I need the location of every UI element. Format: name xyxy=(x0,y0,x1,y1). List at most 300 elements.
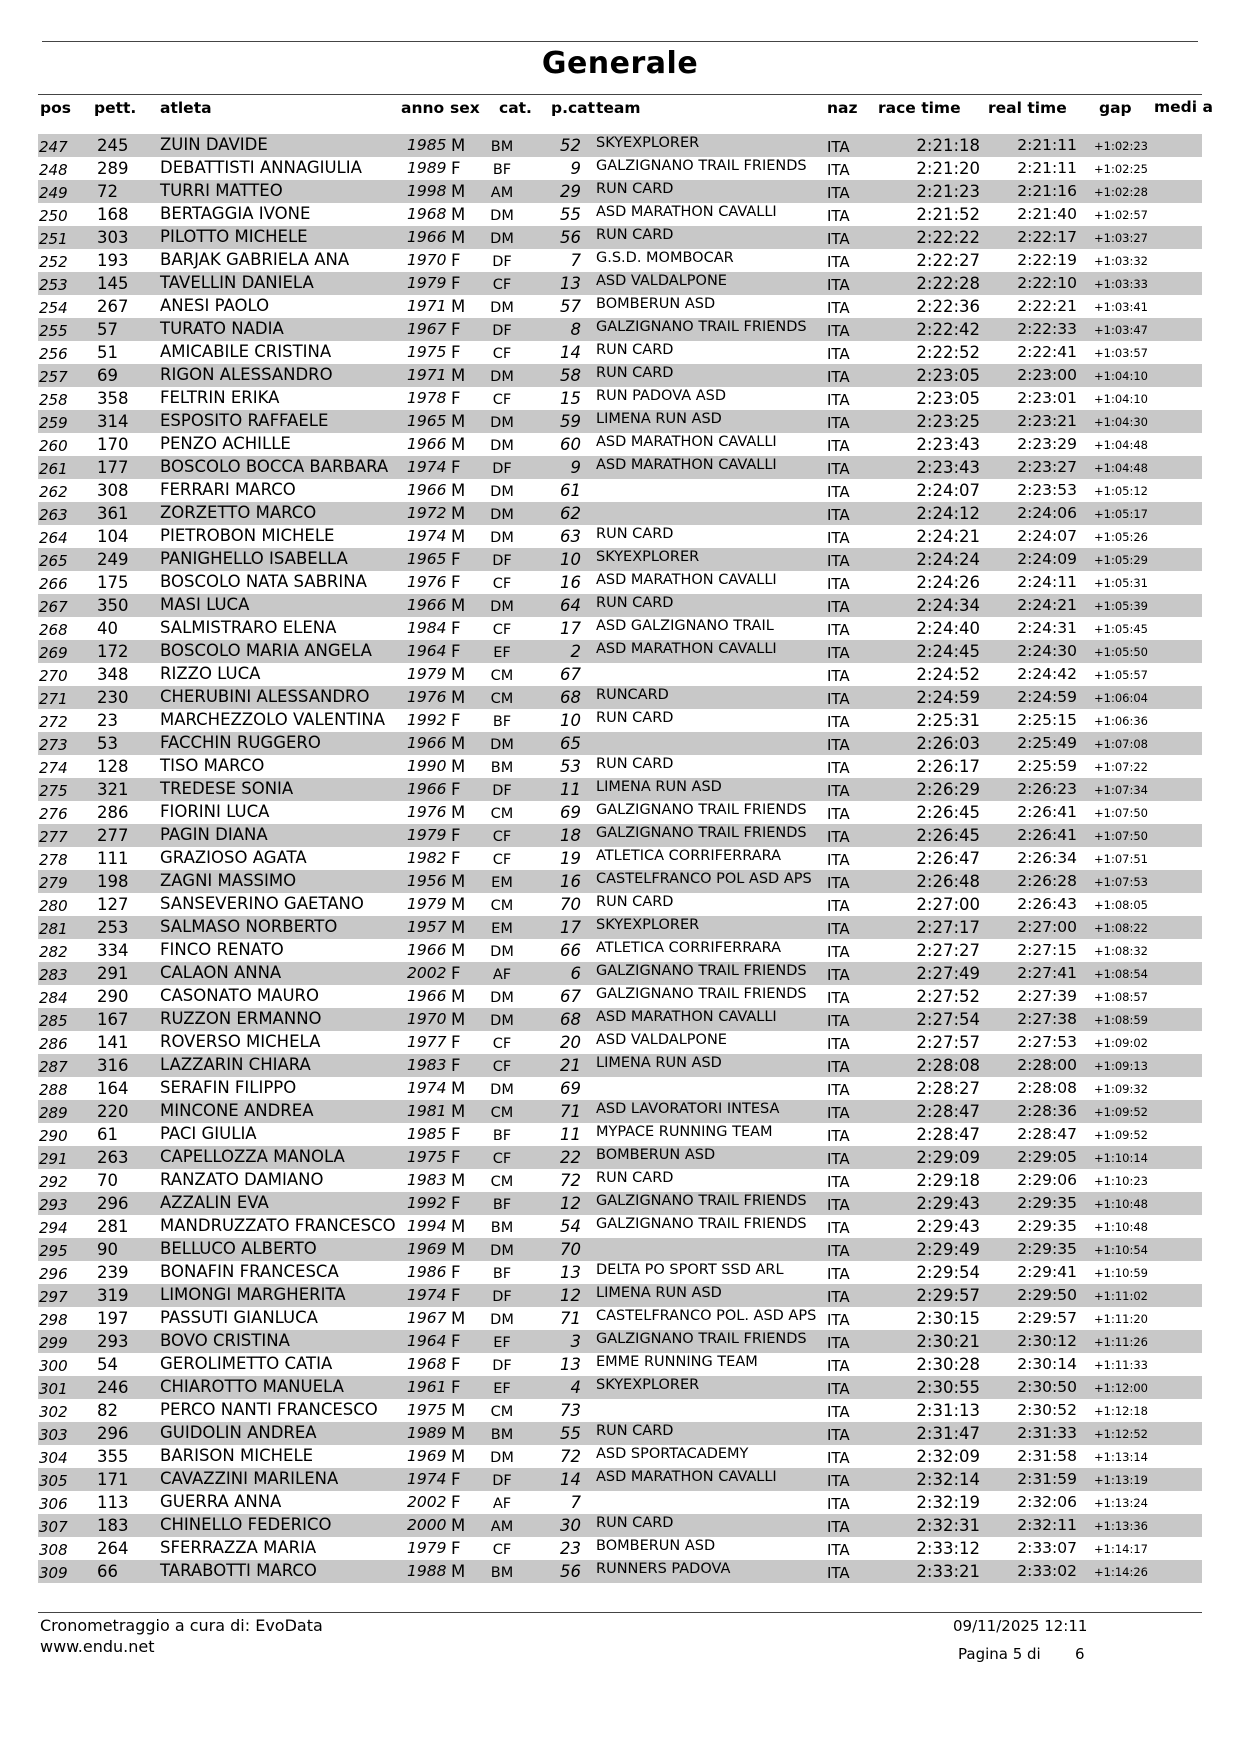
cell-cat: DM xyxy=(490,369,514,385)
cell-naz: ITA xyxy=(827,1288,850,1306)
col-anno: anno xyxy=(401,99,445,117)
cell-naz: ITA xyxy=(827,851,850,869)
cell-pcat: 14 xyxy=(560,343,581,362)
cell-naz: ITA xyxy=(827,736,850,754)
cell-anno: 1984 xyxy=(407,619,447,637)
table-row xyxy=(38,1123,1202,1146)
cell-cat: BM xyxy=(490,1565,514,1581)
cell-race-time: 2:22:36 xyxy=(916,297,980,316)
cell-gap: +1:03:41 xyxy=(1094,300,1148,314)
cell-pett: 175 xyxy=(97,573,129,592)
cell-sex: F xyxy=(451,550,461,569)
cell-anno: 1990 xyxy=(407,757,447,775)
cell-real-time: 2:27:41 xyxy=(1017,964,1077,982)
col-team: team xyxy=(596,99,641,117)
cell-atleta: PENZO ACHILLE xyxy=(160,434,291,453)
cell-sex: F xyxy=(451,964,461,983)
cell-anno: 1976 xyxy=(407,803,447,821)
cell-pett: 308 xyxy=(97,481,129,500)
cell-pett: 198 xyxy=(97,872,129,891)
cell-anno: 1989 xyxy=(407,1424,447,1442)
footer-rule xyxy=(38,1612,1202,1613)
cell-gap: +1:13:14 xyxy=(1094,1450,1148,1464)
cell-naz: ITA xyxy=(827,621,850,639)
cell-pcat: 68 xyxy=(560,1010,581,1029)
cell-cat: EM xyxy=(491,875,513,891)
table-row xyxy=(38,778,1202,801)
table-row xyxy=(38,525,1202,548)
cell-race-time: 2:27:57 xyxy=(916,1033,980,1052)
cell-race-time: 2:32:14 xyxy=(916,1470,980,1489)
cell-pett: 296 xyxy=(97,1424,129,1443)
cell-cat: CF xyxy=(492,1542,512,1558)
cell-sex: M xyxy=(451,1309,466,1328)
cell-pett: 70 xyxy=(97,1171,118,1190)
cell-race-time: 2:32:31 xyxy=(916,1516,980,1535)
cell-gap: +1:09:32 xyxy=(1094,1082,1148,1096)
cell-naz: ITA xyxy=(827,345,850,363)
cell-sex: M xyxy=(451,665,466,684)
cell-race-time: 2:26:29 xyxy=(916,780,980,799)
cell-sex: F xyxy=(451,826,461,845)
cell-atleta: ZAGNI MASSIMO xyxy=(160,871,297,890)
cell-real-time: 2:22:33 xyxy=(1017,320,1077,338)
cell-pos: 308 xyxy=(39,1541,68,1559)
cell-sex: M xyxy=(451,205,466,224)
cell-atleta: BARISON MICHELE xyxy=(160,1446,314,1465)
cell-cat: CF xyxy=(492,277,512,293)
cell-pett: 293 xyxy=(97,1332,129,1351)
table-row xyxy=(38,387,1202,410)
cell-sex: F xyxy=(451,1493,461,1512)
cell-real-time: 2:24:31 xyxy=(1017,619,1077,637)
table-row xyxy=(38,1537,1202,1560)
cell-cat: CM xyxy=(490,1105,514,1121)
cell-atleta: BONAFIN FRANCESCA xyxy=(160,1262,339,1281)
cell-anno: 1979 xyxy=(407,665,447,683)
cell-gap: +1:06:04 xyxy=(1094,691,1148,705)
table-row xyxy=(38,203,1202,226)
cell-anno: 1966 xyxy=(407,228,447,246)
cell-real-time: 2:23:00 xyxy=(1017,366,1077,384)
cell-race-time: 2:25:31 xyxy=(916,711,980,730)
cell-pos: 258 xyxy=(39,391,68,409)
cell-anno: 1975 xyxy=(407,1401,447,1419)
table-row xyxy=(38,410,1202,433)
cell-race-time: 2:32:19 xyxy=(916,1493,980,1512)
cell-naz: ITA xyxy=(827,828,850,846)
cell-race-time: 2:26:03 xyxy=(916,734,980,753)
cell-cat: DM xyxy=(490,415,514,431)
cell-gap: +1:10:23 xyxy=(1094,1174,1148,1188)
cell-pos: 309 xyxy=(39,1564,68,1582)
cell-pos: 305 xyxy=(39,1472,68,1490)
cell-gap: +1:05:29 xyxy=(1094,553,1148,567)
cell-team: RUN CARD xyxy=(596,227,674,243)
cell-pett: 90 xyxy=(97,1240,118,1259)
cell-sex: M xyxy=(451,412,466,431)
table-row xyxy=(38,916,1202,939)
col-pos: pos xyxy=(40,99,71,117)
cell-cat: DM xyxy=(490,507,514,523)
cell-pos: 273 xyxy=(39,736,68,754)
cell-pcat: 63 xyxy=(560,527,581,546)
cell-race-time: 2:33:12 xyxy=(916,1539,980,1558)
cell-pos: 254 xyxy=(39,299,68,317)
cell-sex: F xyxy=(451,1539,461,1558)
cell-pos: 248 xyxy=(39,161,68,179)
cell-race-time: 2:24:26 xyxy=(916,573,980,592)
cell-naz: ITA xyxy=(827,1426,850,1444)
cell-pett: 141 xyxy=(97,1033,129,1052)
cell-cat: CM xyxy=(490,806,514,822)
cell-real-time: 2:25:49 xyxy=(1017,734,1077,752)
col-pcat: p.cat xyxy=(551,99,596,117)
cell-atleta: PACI GIULIA xyxy=(160,1124,257,1143)
cell-pcat: 56 xyxy=(560,228,581,247)
cell-sex: F xyxy=(451,251,461,270)
cell-sex: F xyxy=(451,458,461,477)
cell-race-time: 2:24:34 xyxy=(916,596,980,615)
cell-sex: M xyxy=(451,435,466,454)
cell-real-time: 2:29:50 xyxy=(1017,1286,1077,1304)
cell-pcat: 55 xyxy=(560,205,581,224)
cell-sex: F xyxy=(451,1125,461,1144)
cell-race-time: 2:21:23 xyxy=(916,182,980,201)
cell-atleta: BOSCOLO NATA SABRINA xyxy=(160,572,367,591)
cell-real-time: 2:27:15 xyxy=(1017,941,1077,959)
cell-sex: F xyxy=(451,619,461,638)
cell-pos: 283 xyxy=(39,966,68,984)
cell-real-time: 2:24:11 xyxy=(1017,573,1077,591)
cell-anno: 1979 xyxy=(407,1539,447,1557)
cell-race-time: 2:29:18 xyxy=(916,1171,980,1190)
cell-atleta: SALMISTRARO ELENA xyxy=(160,618,337,637)
cell-cat: CM xyxy=(490,1404,514,1420)
cell-gap: +1:10:54 xyxy=(1094,1243,1148,1257)
table-row xyxy=(38,1054,1202,1077)
cell-team: ASD SPORTACADEMY xyxy=(596,1446,749,1462)
cell-atleta: RUZZON ERMANNO xyxy=(160,1009,322,1028)
cell-cat: DM xyxy=(490,1243,514,1259)
cell-team: RUNCARD xyxy=(596,687,669,703)
cell-atleta: CAVAZZINI MARILENA xyxy=(160,1469,339,1488)
cell-cat: CF xyxy=(492,852,512,868)
col-race-time: race time xyxy=(878,99,961,117)
cell-team: GALZIGNANO TRAIL FRIENDS xyxy=(596,158,807,174)
cell-pett: 361 xyxy=(97,504,129,523)
cell-sex: M xyxy=(451,1240,466,1259)
cell-cat: BF xyxy=(492,1266,512,1282)
cell-naz: ITA xyxy=(827,1403,850,1421)
cell-sex: F xyxy=(451,389,461,408)
cell-pos: 299 xyxy=(39,1334,68,1352)
cell-pos: 282 xyxy=(39,943,68,961)
page-title: Generale xyxy=(541,46,699,81)
cell-naz: ITA xyxy=(827,1242,850,1260)
cell-real-time: 2:22:10 xyxy=(1017,274,1077,292)
cell-gap: +1:09:02 xyxy=(1094,1036,1148,1050)
cell-sex: M xyxy=(451,527,466,546)
cell-team: ASD MARATHON CAVALLI xyxy=(596,641,777,657)
cell-cat: CF xyxy=(492,1059,512,1075)
cell-team: ASD VALDALPONE xyxy=(596,1032,727,1048)
cell-pos: 294 xyxy=(39,1219,68,1237)
cell-pcat: 17 xyxy=(560,619,581,638)
cell-race-time: 2:24:12 xyxy=(916,504,980,523)
cell-cat: DM xyxy=(490,944,514,960)
cell-pett: 168 xyxy=(97,205,129,224)
cell-real-time: 2:27:53 xyxy=(1017,1033,1077,1051)
cell-naz: ITA xyxy=(827,276,850,294)
table-row xyxy=(38,364,1202,387)
table-row xyxy=(38,1376,1202,1399)
table-row xyxy=(38,226,1202,249)
cell-anno: 1983 xyxy=(407,1171,447,1189)
table-row xyxy=(38,295,1202,318)
cell-real-time: 2:23:27 xyxy=(1017,458,1077,476)
cell-pcat: 71 xyxy=(560,1102,581,1121)
col-media: medi a xyxy=(1154,98,1213,116)
cell-race-time: 2:24:07 xyxy=(916,481,980,500)
cell-anno: 1998 xyxy=(407,182,447,200)
table-row xyxy=(38,157,1202,180)
cell-race-time: 2:26:17 xyxy=(916,757,980,776)
cell-naz: ITA xyxy=(827,690,850,708)
cell-pos: 284 xyxy=(39,989,68,1007)
cell-real-time: 2:31:59 xyxy=(1017,1470,1077,1488)
cell-sex: M xyxy=(451,895,466,914)
cell-team: GALZIGNANO TRAIL FRIENDS xyxy=(596,1193,807,1209)
cell-pos: 253 xyxy=(39,276,68,294)
cell-pett: 145 xyxy=(97,274,129,293)
cell-race-time: 2:24:59 xyxy=(916,688,980,707)
cell-pcat: 4 xyxy=(570,1378,581,1397)
cell-team: EMME RUNNING TEAM xyxy=(596,1354,758,1370)
cell-gap: +1:03:33 xyxy=(1094,277,1148,291)
cell-pcat: 16 xyxy=(560,573,581,592)
cell-race-time: 2:23:43 xyxy=(916,435,980,454)
cell-pett: 51 xyxy=(97,343,118,362)
cell-anno: 1988 xyxy=(407,1562,447,1580)
cell-real-time: 2:29:06 xyxy=(1017,1171,1077,1189)
cell-anno: 1978 xyxy=(407,389,447,407)
cell-atleta: CHINELLO FEDERICO xyxy=(160,1515,332,1534)
cell-team: RUN CARD xyxy=(596,526,674,542)
cell-atleta: CAPELLOZZA MANOLA xyxy=(160,1147,345,1166)
cell-pos: 249 xyxy=(39,184,68,202)
cell-pcat: 30 xyxy=(560,1516,581,1535)
cell-team: SKYEXPLORER xyxy=(596,917,700,933)
cell-atleta: PIETROBON MICHELE xyxy=(160,526,335,545)
cell-pett: 193 xyxy=(97,251,129,270)
cell-team: ATLETICA CORRIFERRARA xyxy=(596,940,782,956)
cell-sex: M xyxy=(451,1447,466,1466)
table-row xyxy=(38,1215,1202,1238)
cell-team: ASD MARATHON CAVALLI xyxy=(596,1009,777,1025)
cell-pcat: 9 xyxy=(570,458,581,477)
cell-naz: ITA xyxy=(827,782,850,800)
cell-pett: 253 xyxy=(97,918,129,937)
cell-pcat: 69 xyxy=(560,1079,581,1098)
cell-cat: CF xyxy=(492,1151,512,1167)
cell-anno: 1966 xyxy=(407,481,447,499)
cell-real-time: 2:31:33 xyxy=(1017,1424,1077,1442)
cell-gap: +1:14:17 xyxy=(1094,1542,1148,1556)
cell-pett: 72 xyxy=(97,182,118,201)
cell-gap: +1:10:48 xyxy=(1094,1197,1148,1211)
cell-atleta: DEBATTISTI ANNAGIULIA xyxy=(160,158,362,177)
cell-sex: M xyxy=(451,1562,466,1581)
cell-real-time: 2:26:41 xyxy=(1017,803,1077,821)
cell-team: RUN CARD xyxy=(596,894,674,910)
table-row xyxy=(38,479,1202,502)
cell-pett: 53 xyxy=(97,734,118,753)
cell-atleta: RIGON ALESSANDRO xyxy=(160,365,333,384)
cell-cat: DM xyxy=(490,438,514,454)
cell-real-time: 2:24:07 xyxy=(1017,527,1077,545)
cell-naz: ITA xyxy=(827,1541,850,1559)
cell-gap: +1:12:52 xyxy=(1094,1427,1148,1441)
cell-pos: 307 xyxy=(39,1518,68,1536)
table-row xyxy=(38,686,1202,709)
cell-anno: 1976 xyxy=(407,573,447,591)
cell-naz: ITA xyxy=(827,506,850,524)
table-row xyxy=(38,893,1202,916)
col-real-time: real time xyxy=(988,99,1067,117)
cell-race-time: 2:23:25 xyxy=(916,412,980,431)
cell-anno: 1974 xyxy=(407,1079,447,1097)
cell-real-time: 2:24:59 xyxy=(1017,688,1077,706)
cell-sex: F xyxy=(451,1286,461,1305)
cell-cat: DF xyxy=(492,553,512,569)
cell-naz: ITA xyxy=(827,552,850,570)
cell-pos: 262 xyxy=(39,483,68,501)
table-row xyxy=(38,801,1202,824)
table-row xyxy=(38,1307,1202,1330)
cell-naz: ITA xyxy=(827,161,850,179)
cell-pcat: 19 xyxy=(560,849,581,868)
cell-team: GALZIGNANO TRAIL FRIENDS xyxy=(596,319,807,335)
cell-atleta: RANZATO DAMIANO xyxy=(160,1170,324,1189)
cell-team: BOMBERUN ASD xyxy=(596,1147,716,1163)
cell-real-time: 2:24:30 xyxy=(1017,642,1077,660)
cell-pcat: 72 xyxy=(560,1447,581,1466)
cell-cat: DM xyxy=(490,530,514,546)
cell-atleta: PANIGHELLO ISABELLA xyxy=(160,549,348,568)
cell-pos: 281 xyxy=(39,920,68,938)
cell-pett: 230 xyxy=(97,688,129,707)
cell-team: RUN CARD xyxy=(596,181,674,197)
cell-gap: +1:05:57 xyxy=(1094,668,1148,682)
cell-cat: DM xyxy=(490,737,514,753)
results-table xyxy=(38,134,1202,1583)
cell-sex: M xyxy=(451,918,466,937)
cell-race-time: 2:27:54 xyxy=(916,1010,980,1029)
cell-pcat: 61 xyxy=(560,481,581,500)
cell-team: ASD MARATHON CAVALLI xyxy=(596,572,777,588)
cell-pett: 82 xyxy=(97,1401,118,1420)
cell-naz: ITA xyxy=(827,253,850,271)
cell-team: RUN CARD xyxy=(596,365,674,381)
cell-atleta: MINCONE ANDREA xyxy=(160,1101,314,1120)
cell-gap: +1:02:28 xyxy=(1094,185,1148,199)
cell-cat: DF xyxy=(492,783,512,799)
table-row xyxy=(38,732,1202,755)
cell-real-time: 2:28:47 xyxy=(1017,1125,1077,1143)
cell-naz: ITA xyxy=(827,322,850,340)
cell-gap: +1:05:50 xyxy=(1094,645,1148,659)
cell-race-time: 2:31:13 xyxy=(916,1401,980,1420)
cell-real-time: 2:25:15 xyxy=(1017,711,1077,729)
cell-gap: +1:02:23 xyxy=(1094,139,1148,153)
cell-cat: CF xyxy=(492,576,512,592)
cell-real-time: 2:28:00 xyxy=(1017,1056,1077,1074)
cell-race-time: 2:22:27 xyxy=(916,251,980,270)
cell-atleta: FELTRIN ERIKA xyxy=(160,388,280,407)
cell-pcat: 66 xyxy=(560,941,581,960)
cell-anno: 1966 xyxy=(407,780,447,798)
cell-naz: ITA xyxy=(827,644,850,662)
cell-cat: BF xyxy=(492,1128,512,1144)
cell-cat: DM xyxy=(490,1450,514,1466)
cell-cat: CF xyxy=(492,622,512,638)
cell-pos: 271 xyxy=(39,690,68,708)
cell-real-time: 2:27:38 xyxy=(1017,1010,1077,1028)
cell-naz: ITA xyxy=(827,805,850,823)
cell-naz: ITA xyxy=(827,368,850,386)
cell-team: RUN CARD xyxy=(596,1423,674,1439)
cell-sex: F xyxy=(451,1355,461,1374)
col-atleta: atleta xyxy=(160,99,212,117)
cell-sex: F xyxy=(451,1148,461,1167)
cell-sex: F xyxy=(451,849,461,868)
cell-anno: 1989 xyxy=(407,159,447,177)
cell-pett: 316 xyxy=(97,1056,129,1075)
cell-team: GALZIGNANO TRAIL FRIENDS xyxy=(596,825,807,841)
cell-real-time: 2:21:16 xyxy=(1017,182,1077,200)
cell-cat: BM xyxy=(490,760,514,776)
cell-pos: 288 xyxy=(39,1081,68,1099)
cell-gap: +1:03:57 xyxy=(1094,346,1148,360)
cell-atleta: CALAON ANNA xyxy=(160,963,282,982)
cell-team: ASD MARATHON CAVALLI xyxy=(596,1469,777,1485)
table-row xyxy=(38,1422,1202,1445)
cell-race-time: 2:24:40 xyxy=(916,619,980,638)
cell-race-time: 2:30:21 xyxy=(916,1332,980,1351)
cell-pett: 350 xyxy=(97,596,129,615)
cell-pos: 255 xyxy=(39,322,68,340)
cell-pett: 111 xyxy=(97,849,129,868)
cell-gap: +1:12:00 xyxy=(1094,1381,1148,1395)
cell-anno: 1968 xyxy=(407,205,447,223)
cell-pos: 267 xyxy=(39,598,68,616)
cell-pcat: 14 xyxy=(560,1470,581,1489)
cell-naz: ITA xyxy=(827,1518,850,1536)
cell-gap: +1:07:53 xyxy=(1094,875,1148,889)
cell-race-time: 2:21:20 xyxy=(916,159,980,178)
cell-team: G.S.D. MOMBOCAR xyxy=(596,250,734,266)
cell-sex: F xyxy=(451,642,461,661)
cell-pett: 23 xyxy=(97,711,118,730)
cell-team: CASTELFRANCO POL ASD APS xyxy=(596,871,812,887)
cell-team: RUNNERS PADOVA xyxy=(596,1561,731,1577)
cell-atleta: PAGIN DIANA xyxy=(160,825,268,844)
cell-pos: 276 xyxy=(39,805,68,823)
cell-gap: +1:09:52 xyxy=(1094,1105,1148,1119)
cell-sex: F xyxy=(451,159,461,178)
cell-gap: +1:13:19 xyxy=(1094,1473,1148,1487)
